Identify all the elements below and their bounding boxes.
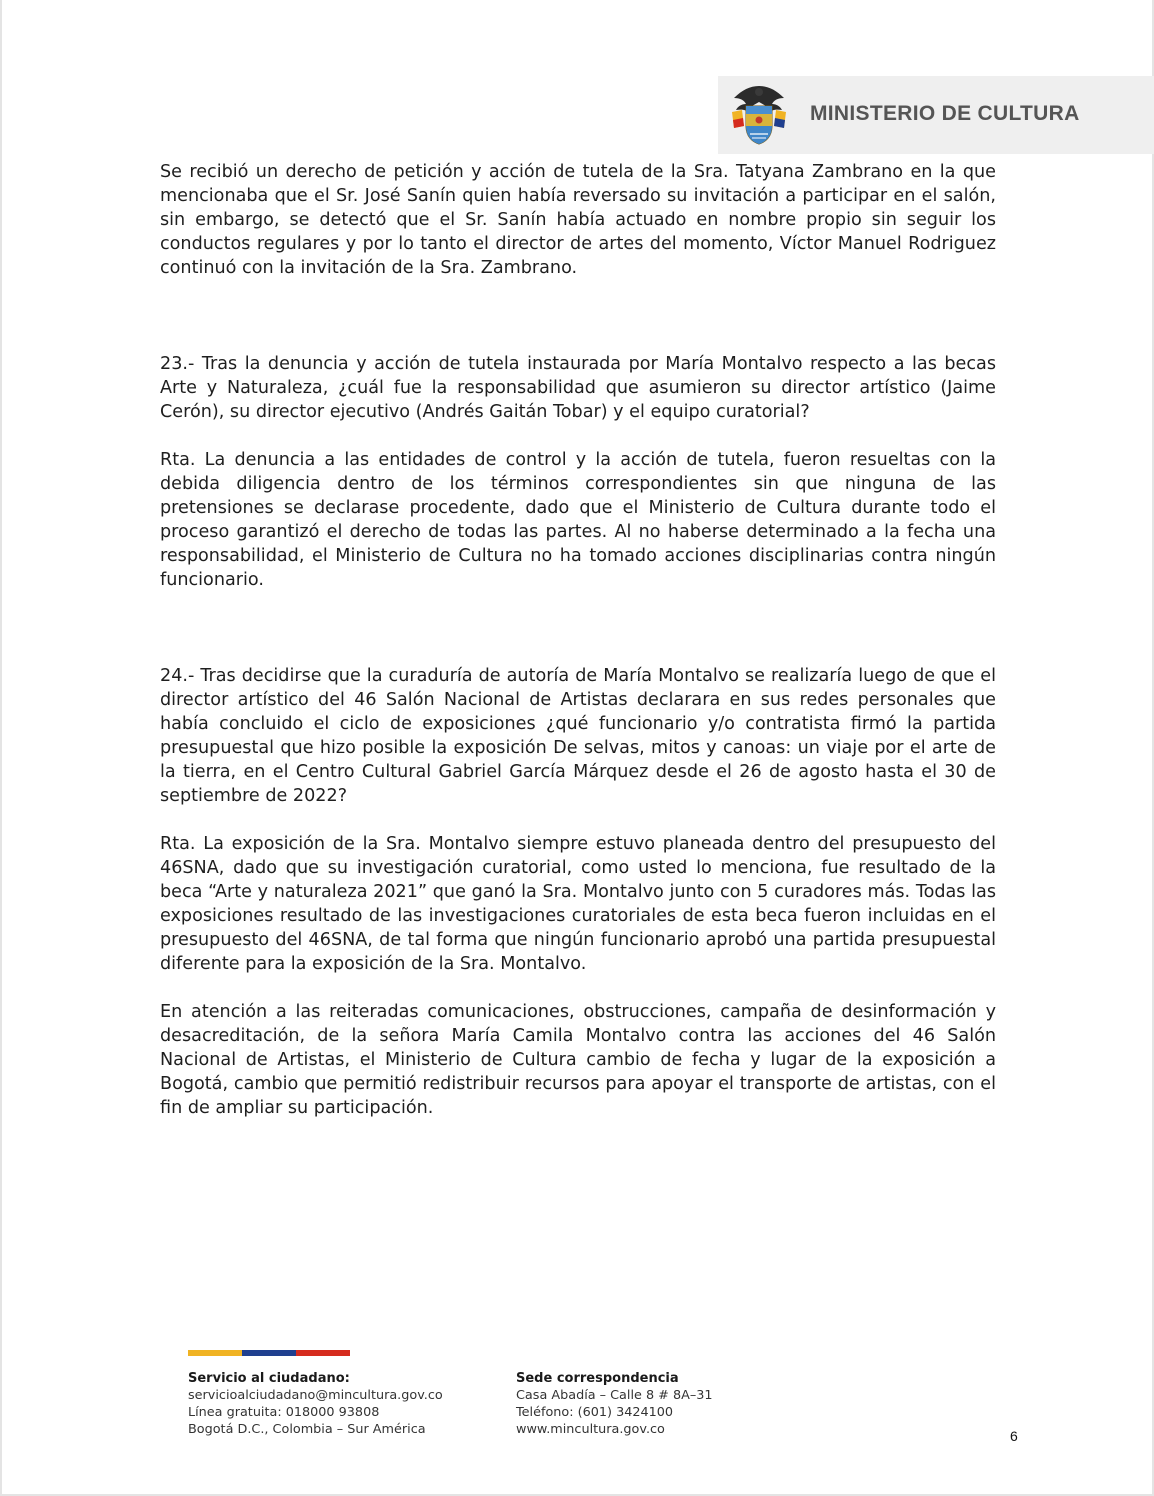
- question-24: 24.- Tras decidirse que la curaduría de autoría de María Montalvo se realizaría luego de que el director artístico del 46 Salón Nacional de Artistas declarara en sus redes personales que había concluido el ciclo de exposiciones ¿qué funcionario y/o contratista firmó la partida presupuestal que hizo posible la exposición De selvas, mitos y canoas: un viaje por el arte de la tierra, en el Centro Cultural Gabriel García Márquez desde el 26 de agosto hasta el 30 de septiembre de 2022?: [160, 666, 996, 806]
- flag-stripe-red: [296, 1350, 350, 1356]
- footer-citizen-heading: Servicio al ciudadano:: [188, 1371, 350, 1386]
- footer-address: Casa Abadía – Calle 8 # 8A–31: [516, 1388, 713, 1403]
- answer-23: Rta. La denuncia a las entidades de control y la acción de tutela, fueron resueltas con la debida diligencia dentro de los términos correspondientes sin que ninguna de las pretensiones se declarase procedente, dado que el Ministerio de Cultura durante todo el proceso garantizó el derecho de todas las partes. Al no haberse determinado a la fecha una responsabilidad, el Ministerio de Cultura no ha tomado acciones disciplinarias contra ningún funcionario.: [160, 450, 996, 590]
- paragraph-tutela-zambrano: Se recibió un derecho de petición y acción de tutela de la Sra. Tatyana Zambrano en la que mencionaba que el Sr. José Sanín quien había reversado su invitación a participar en el salón, sin embargo, se detectó que el Sr. Sanín había actuado en nombre propio sin seguir los conductos regulares y por lo tanto el director de artes del momento, Víctor Manuel Rodriguez continuó con la invitación de la Sra. Zambrano.: [160, 162, 996, 278]
- footer-phone: Teléfono: (601) 3424100: [516, 1405, 674, 1420]
- ministry-name: MINISTERIO DE CULTURA: [810, 102, 1080, 125]
- question-23: 23.- Tras la denuncia y acción de tutela instaurada por María Montalvo respecto a las becas Arte y Naturaleza, ¿cuál fue la responsabilidad que asumieron su director artístico (Jaime Cerón), su director ejecutivo (Andrés Gaitán Tobar) y el equipo curatorial?: [160, 354, 996, 422]
- footer-email[interactable]: servicioalciudadano@mincultura.gov.co: [188, 1388, 443, 1403]
- colombia-flag-bar: [188, 1350, 350, 1356]
- footer-citizen-service: [188, 1370, 443, 1438]
- flag-stripe-yellow: [188, 1350, 242, 1356]
- footer-toll-free: Línea gratuita: 018000 93808: [188, 1405, 380, 1420]
- colombia-coat-of-arms-icon: [728, 82, 790, 148]
- document-body: [160, 160, 996, 1120]
- closing-paragraph: En atención a las reiteradas comunicaciones, obstrucciones, campaña de desinformación y desacreditación, de la señora María Camila Montalvo contra las acciones del 46 Salón Nacional de Artistas, el Ministerio de Cultura cambio de fecha y lugar de la exposición a Bogotá, cambio que permitió redistribuir recursos para apoyar el transporte de artistas, con el fin de ampliar su participación.: [160, 1002, 996, 1118]
- flag-stripe-blue: [242, 1350, 296, 1356]
- footer-city: Bogotá D.C., Colombia – Sur América: [188, 1422, 426, 1437]
- footer-correspondence: [516, 1370, 713, 1438]
- letterhead: [718, 76, 1154, 154]
- answer-24: Rta. La exposición de la Sra. Montalvo siempre estuvo planeada dentro del presupuesto del 46SNA, dado que su investigación curatorial, como usted lo menciona, fue resultado de la beca “Arte y naturaleza 2021” que ganó la Sra. Montalvo junto con 5 curadores más. Todas las exposiciones resultado de las investigaciones curatoriales de esta beca fueron incluidas en el presupuesto del 46SNA, de tal forma que ningún funcionario aprobó una partida presupuestal diferente para la exposición de la Sra. Montalvo.: [160, 834, 996, 974]
- page-edge-left: [0, 0, 2, 1496]
- footer-correspondence-heading: Sede correspondencia: [516, 1371, 679, 1386]
- footer-website[interactable]: www.mincultura.gov.co: [516, 1422, 665, 1437]
- page-number: 6: [1010, 1428, 1018, 1444]
